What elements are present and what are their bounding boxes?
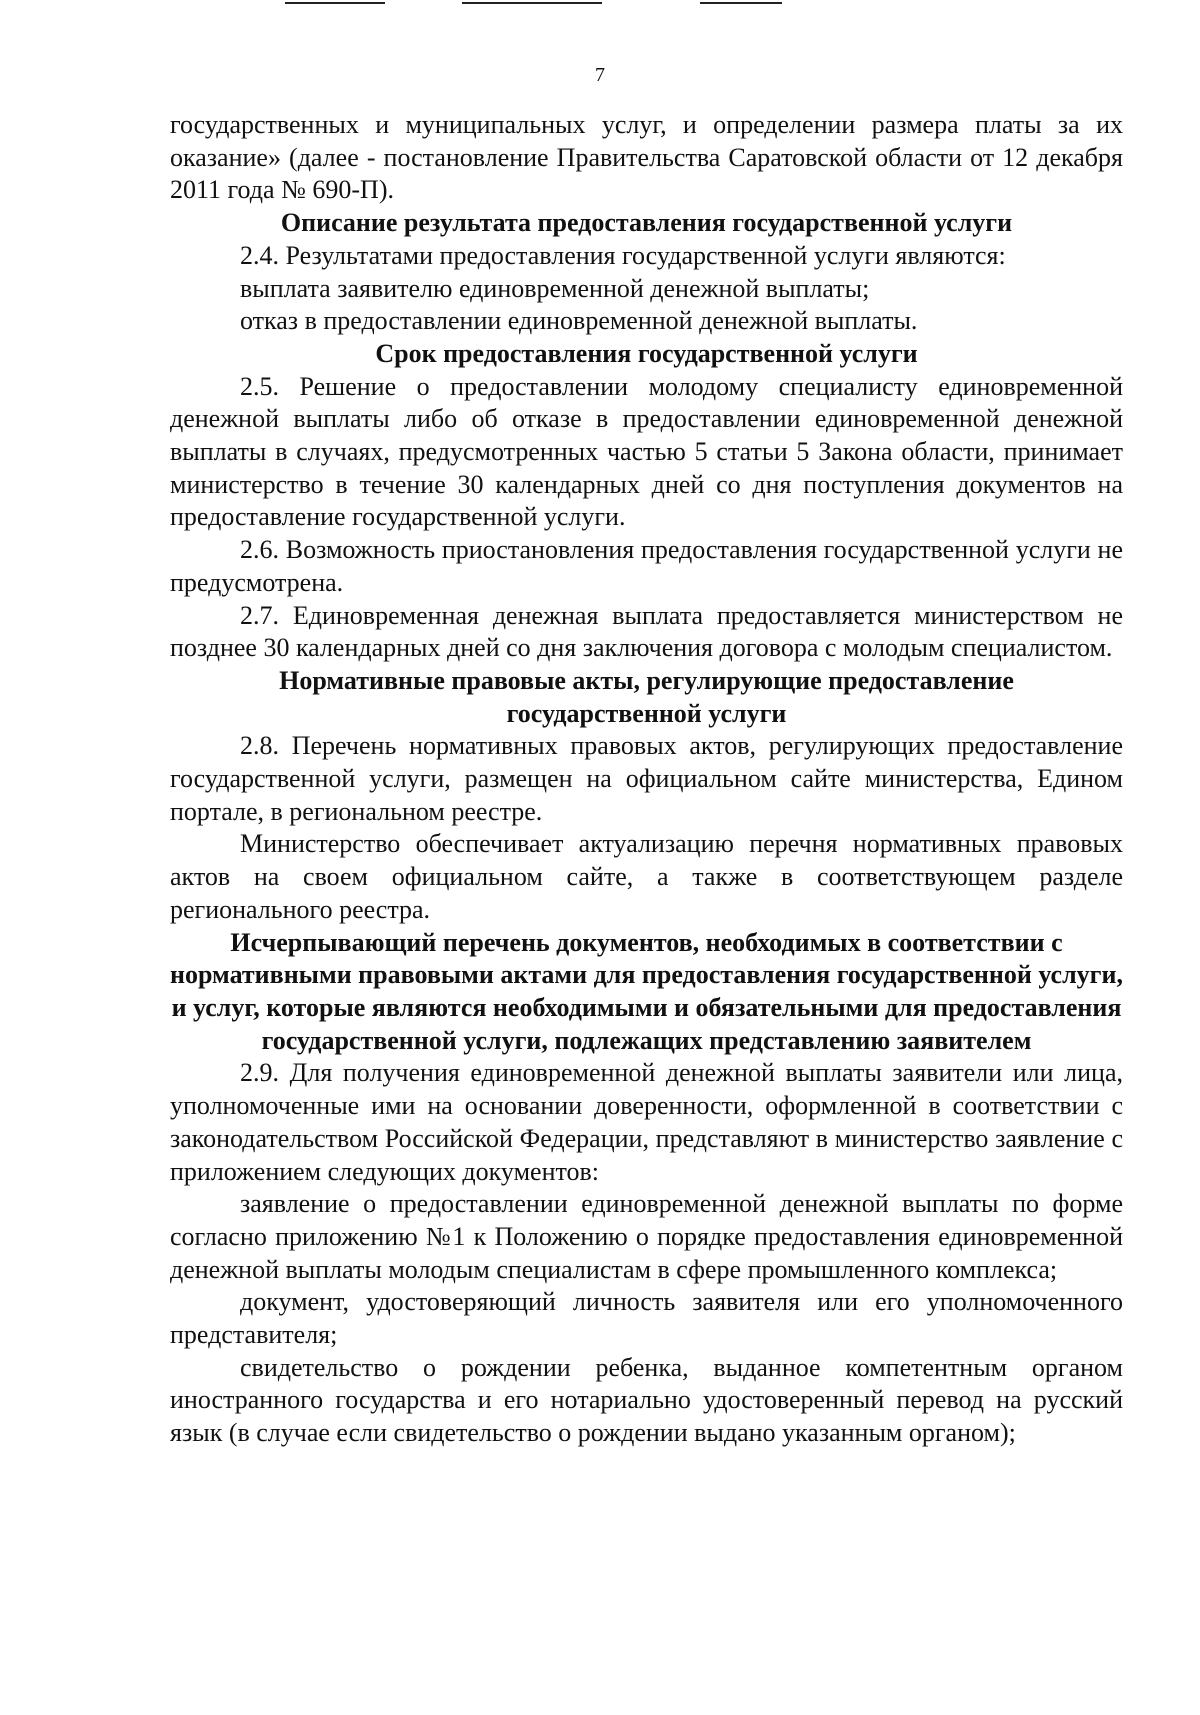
list-item-birth-certificate: свидетельство о рождении ребенка, выданное компетентным органом иностранного государства и его нотариально удостоверенный перевод на русский язык (в случае если свидетельство о рождении выдано указанным органом); — [170, 1352, 1123, 1448]
paragraph-ministry-updates: Министерство обеспечивает актуализацию перечня нормативных правовых актов на своем официальном сайте, а также в соответствующем разделе регионального реестра. — [170, 829, 1123, 924]
document-body — [170, 109, 1123, 1450]
heading-legal-acts-line2: государственной услуги — [506, 698, 787, 728]
heading-documents-list: Исчерпывающий перечень документов, необходимых в соответствии с нормативными правовыми актами для предоставления государственной услуги, и услуг, которые являются необходимыми и обязательными для предоставления государственной услуги, подлежащих представлению заявителем — [170, 927, 1123, 1055]
paragraph-2-8: 2.8. Перечень нормативных правовых актов, регулирующих предоставление государственной услуги, размещен на официальном сайте министерства, Едином портале, в региональном реестре. — [170, 731, 1123, 826]
heading-service-term: Срок предоставления государственной услуги — [375, 338, 918, 368]
paragraph-2-7: 2.7. Единовременная денежная выплата предоставляется министерством не позднее 30 календарных дней со дня заключения договора с молодым специалистом. — [170, 600, 1123, 663]
paragraph-2-6: 2.6. Возможность приостановления предоставления государственной услуги не предусмотрена. — [170, 535, 1123, 597]
top-rule-right — [700, 2, 782, 4]
list-item-application: заявление о предоставлении единовременной денежной выплаты по форме согласно приложению №1 к Положению о порядке предоставления единовременной денежной выплаты молодым специалистам в сфере промышленного комплекса; — [170, 1189, 1123, 1284]
list-item-identity-document: документ, удостоверяющий личность заявителя или его уполномоченного представителя; — [170, 1287, 1123, 1350]
top-rule-left — [285, 2, 385, 4]
list-item-payment: выплата заявителю единовременной денежной выплаты; — [240, 273, 870, 303]
paragraph-2-4: 2.4. Результатами предоставления государственной услуги являются: — [240, 240, 1006, 270]
paragraph-2-5: 2.5. Решение о предоставлении молодому специалисту единовременной денежной выплаты либо об отказе в предоставлении единовременной денежной выплаты в случаях, предусмотренных частью 5 статьи 5 Закона области, принимает министерство в течение 30 календарных дней со дня поступления документов на предоставление государственной услуги. — [170, 371, 1123, 532]
top-rule-middle — [462, 2, 602, 4]
page-number: 7 — [595, 64, 605, 86]
list-item-refusal: отказ в предоставлении единовременной денежной выплаты. — [240, 306, 918, 336]
heading-service-result: Описание результата предоставления государственной услуги — [280, 208, 1013, 238]
paragraph-2-9: 2.9. Для получения единовременной денежной выплаты заявители или лица, уполномоченные ими на основании доверенности, оформленной в соответствии с законодательством Российской Федерации, представляют в министерство заявление с приложением следующих документов: — [170, 1058, 1123, 1186]
heading-legal-acts-line1: Нормативные правовые акты, регулирующие предоставление — [279, 665, 1014, 695]
paragraph-continuation: государственных и муниципальных услуг, и определении размера платы за их оказание» (далее - постановление Правительства Саратовской области от 12 декабря 2011 года № 690-П). — [170, 110, 1123, 205]
